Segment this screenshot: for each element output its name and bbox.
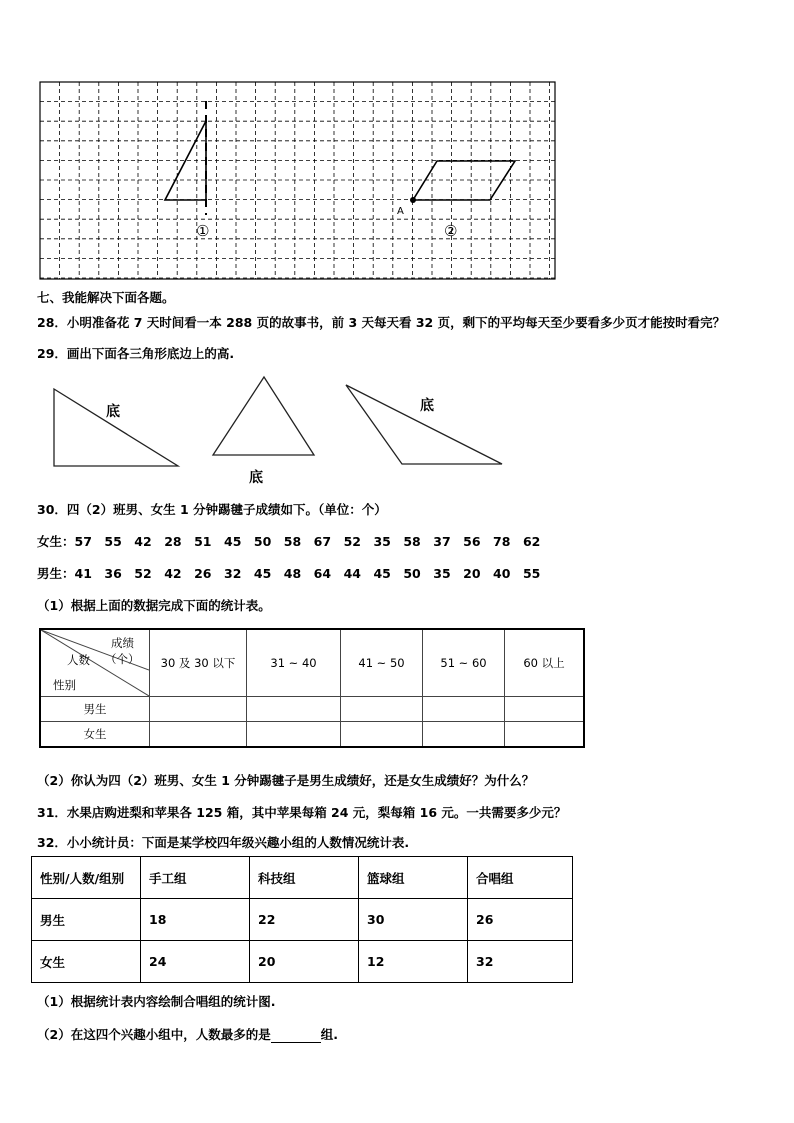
q32-sub2-row [37,1025,338,1043]
kick-score-table [39,628,585,748]
column-header: 60 以上 [505,629,585,697]
equilateral-triangle [213,377,314,455]
question-29: 29．画出下面各三角形底边上的高. [37,346,235,361]
table-header-cell: 合唱组 [468,857,573,899]
column-header: 31 ~ 40 [247,629,341,697]
column-header: 51 ~ 60 [423,629,505,697]
corner-people-label: 人数 [67,653,90,667]
answer-cell[interactable] [423,697,505,722]
answer-cell[interactable] [505,722,585,748]
boys-scores-row [37,564,540,582]
boys-label: 男生： [37,566,75,581]
triangle-figure-1 [165,121,206,200]
table-cell: 22 [250,899,359,941]
answer-cell[interactable] [247,722,341,748]
table-header-cell: 性别/人数/组别 [32,857,141,899]
table-corner-cell [40,629,150,697]
obtuse-triangle [346,385,502,464]
column-header: 30 及 30 以下 [150,629,247,697]
q32-sub2-text: （2）在这四个兴趣小组中，人数最多的是 [37,1027,271,1042]
row-label-girls: 女生 [40,722,150,748]
answer-cell[interactable] [150,697,247,722]
girls-scores-row [37,532,540,550]
figure-1-label: ① [196,222,210,240]
table-cell: 26 [468,899,573,941]
base-label-2: 底 [249,470,263,486]
interest-group-table [31,856,573,983]
grid-border [40,82,555,279]
section-7-heading: 七、我能解决下面各题。 [37,290,175,305]
corner-gender-label: 性别 [53,678,76,692]
q29-triangles [50,372,520,490]
table-header-cell: 科技组 [250,857,359,899]
base-label-1: 底 [106,404,120,420]
answer-cell[interactable] [423,722,505,748]
q32-sub2-suffix: 组. [320,1027,338,1042]
right-triangle [54,389,178,466]
q30-sub1: （1）根据上面的数据完成下面的统计表。 [37,598,271,613]
corner-score-label: 成绩 [111,636,134,650]
question-28: 28．小明准备花 7 天时间看一本 288 页的故事书，前 3 天每天看 32 页，剩下的平均每天至少要看多少页才能按时看完？ [37,315,726,330]
question-32: 32．小小统计员：下面是某学校四年级兴趣小组的人数情况统计表. [37,835,410,850]
table-header-cell: 篮球组 [359,857,468,899]
answer-cell[interactable] [505,697,585,722]
answer-cell[interactable] [341,697,423,722]
row-label-boys: 男生 [40,697,150,722]
grid-lines [40,82,555,279]
parallelogram-figure-2 [413,161,515,200]
point-a-label: A [397,206,404,217]
answer-cell[interactable] [247,697,341,722]
column-header: 41 ~ 50 [341,629,423,697]
figure-2-label: ② [444,222,458,240]
point-a [410,197,416,203]
answer-blank[interactable] [271,1029,321,1043]
q32-sub1: （1）根据统计表内容绘制合唱组的统计图. [37,994,276,1009]
boys-scores: 41 36 52 42 26 32 45 48 64 44 45 50 35 20 40 55 [74,566,541,581]
table-cell: 12 [359,941,468,983]
girls-scores: 57 55 42 28 51 45 50 58 67 52 35 58 37 56 78 62 [74,534,541,549]
table-cell: 18 [141,899,250,941]
question-30: 30．四（2）班男、女生 1 分钟踢毽子成绩如下。（单位：个） [37,502,387,517]
corner-unit-label: （个） [105,652,140,666]
q30-sub2: （2）你认为四（2）班男、女生 1 分钟踢毽子是男生成绩好，还是女生成绩好？为什么？ [37,773,535,788]
answer-cell[interactable] [150,722,247,748]
table-cell: 20 [250,941,359,983]
grid-figure [39,81,557,281]
table-cell: 女生 [32,941,141,983]
table-cell: 30 [359,899,468,941]
table-cell: 32 [468,941,573,983]
girls-label: 女生： [37,534,75,549]
base-label-3: 底 [420,398,434,414]
answer-cell[interactable] [341,722,423,748]
table-header-cell: 手工组 [141,857,250,899]
question-31: 31．水果店购进梨和苹果各 125 箱，其中苹果每箱 24 元，梨每箱 16 元。一共需要多少元？ [37,805,567,820]
table-cell: 24 [141,941,250,983]
table-cell: 男生 [32,899,141,941]
